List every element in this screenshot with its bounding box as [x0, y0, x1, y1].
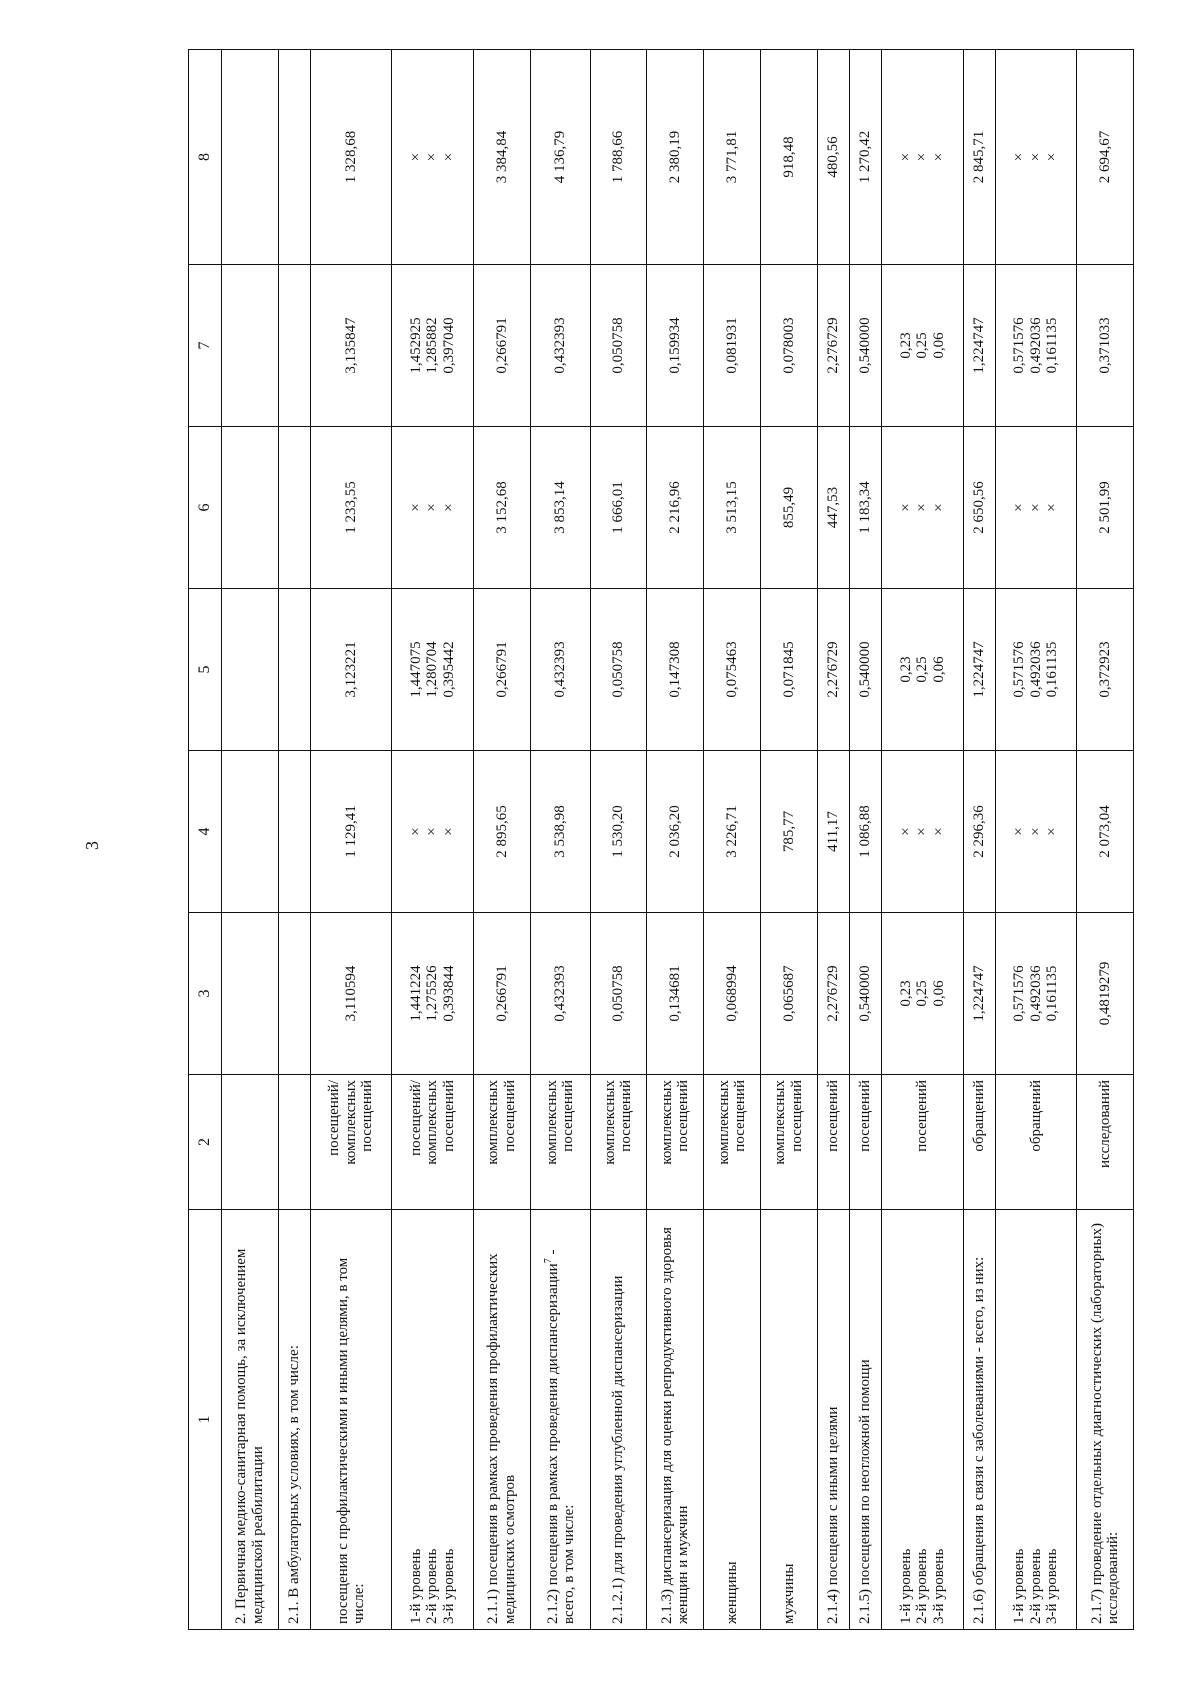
cell-col-5: 0,372923 [1077, 589, 1134, 751]
cell-col-4: 1 086,88 [849, 751, 881, 913]
table-row [530, 50, 590, 1630]
cell-col-3: 1,441224 1,275526 0,393844 [392, 913, 473, 1075]
cell-col-7 [222, 265, 279, 427]
cell-col-1: 2.1.3) диспансеризация для оценки репродуктивного здоровья женщин и мужчин [647, 1210, 704, 1630]
cell-col-5 [278, 589, 310, 751]
cell-col-7: 1,224747 [963, 265, 995, 427]
column-header-4: 4 [189, 751, 222, 913]
cell-col-1: 1-й уровень 2-й уровень 3-й уровень [392, 1210, 473, 1630]
cell-col-4: 785,77 [760, 751, 817, 913]
cell-col-7: 0,081931 [704, 265, 761, 427]
cell-col-5: 3,123221 [310, 589, 391, 751]
cell-col-8: 3 771,81 [704, 50, 761, 265]
data-table [188, 49, 1134, 1630]
cell-col-1: 2.1.2) посещения в рамках проведения диспансеризации$^7$ - всего, в том числе: [530, 1210, 590, 1630]
cell-col-8 [278, 50, 310, 265]
cell-col-6: × × × [995, 427, 1076, 589]
cell-col-1: мужчины [760, 1210, 817, 1630]
cell-col-7: 0,159934 [647, 265, 704, 427]
column-header-1: 1 [189, 1210, 222, 1630]
cell-col-2: обращений [963, 1075, 995, 1210]
cell-col-7: 0,266791 [473, 265, 530, 427]
column-header-6: 6 [189, 427, 222, 589]
cell-col-3: 0,266791 [473, 913, 530, 1075]
cell-col-6 [222, 427, 279, 589]
cell-col-6: 3 513,15 [704, 427, 761, 589]
cell-col-3 [222, 913, 279, 1075]
cell-col-6: × × × [882, 427, 963, 589]
footnote-marker: 7 [542, 1258, 554, 1264]
table-row [760, 50, 817, 1630]
cell-col-6: 1 666,01 [590, 427, 647, 589]
cell-col-7: 3,135847 [310, 265, 391, 427]
table-row [882, 50, 963, 1630]
cell-col-4: 411,17 [817, 751, 849, 913]
cell-col-8: × × × [882, 50, 963, 265]
column-header-8: 8 [189, 50, 222, 265]
cell-col-1: 2.1.6) обращения в связи с заболеваниями - всего, из них: [963, 1210, 995, 1630]
cell-col-7: 2,276729 [817, 265, 849, 427]
cell-col-8: 2 694,67 [1077, 50, 1134, 265]
table-row [963, 50, 995, 1630]
table-row [392, 50, 473, 1630]
table-row [473, 50, 530, 1630]
cell-col-1: 2.1.2.1) для проведения углубленной диспансеризации [590, 1210, 647, 1630]
header-row [189, 50, 222, 1630]
cell-col-8: 3 384,84 [473, 50, 530, 265]
cell-col-7: 0,371033 [1077, 265, 1134, 427]
cell-col-5: 0,071845 [760, 589, 817, 751]
cell-col-1: посещения с профилактическими и иными целями, в том числе: [310, 1210, 391, 1630]
cell-col-2: посещений/ комплексных посещений [392, 1075, 473, 1210]
table-row [310, 50, 391, 1630]
cell-col-3 [278, 913, 310, 1075]
column-header-3: 3 [189, 913, 222, 1075]
cell-col-2: исследований [1077, 1075, 1134, 1210]
cell-col-6: 2 650,56 [963, 427, 995, 589]
table-row [817, 50, 849, 1630]
cell-col-8: 1 328,68 [310, 50, 391, 265]
cell-col-2 [222, 1075, 279, 1210]
cell-col-3: 0,540000 [849, 913, 881, 1075]
table-row [995, 50, 1076, 1630]
cell-col-7: 1,452925 1,285882 0,397040 [392, 265, 473, 427]
cell-col-6: 2 501,99 [1077, 427, 1134, 589]
cell-col-2: посещений [849, 1075, 881, 1210]
cell-col-5: 0,075463 [704, 589, 761, 751]
cell-col-2: комплексных посещений [647, 1075, 704, 1210]
cell-col-1: женщины [704, 1210, 761, 1630]
table-row [704, 50, 761, 1630]
cell-col-5: 0,23 0,25 0,06 [882, 589, 963, 751]
cell-col-3: 0,050758 [590, 913, 647, 1075]
cell-col-5: 0,540000 [849, 589, 881, 751]
cell-col-1: 1-й уровень 2-й уровень 3-й уровень [882, 1210, 963, 1630]
cell-col-6: 1 233,55 [310, 427, 391, 589]
cell-col-3: 0,068994 [704, 913, 761, 1075]
cell-col-4: × × × [882, 751, 963, 913]
cell-col-7: 0,571576 0,492036 0,161135 [995, 265, 1076, 427]
cell-col-4: 2 073,04 [1077, 751, 1134, 913]
table-row [647, 50, 704, 1630]
cell-col-6: × × × [392, 427, 473, 589]
cell-col-4: × × × [392, 751, 473, 913]
rotated-table-container [188, 50, 1134, 1630]
cell-col-6 [278, 427, 310, 589]
cell-col-2: посещений [882, 1075, 963, 1210]
cell-col-8: 918,48 [760, 50, 817, 265]
cell-col-1: 2.1.4) посещения с иными целями [817, 1210, 849, 1630]
cell-col-4: 1 530,20 [590, 751, 647, 913]
cell-col-1: 1-й уровень 2-й уровень 3-й уровень [995, 1210, 1076, 1630]
cell-col-3: 2,276729 [817, 913, 849, 1075]
cell-col-3: 0,065687 [760, 913, 817, 1075]
cell-col-4: 3 538,98 [530, 751, 590, 913]
cell-col-8: 1 788,66 [590, 50, 647, 265]
cell-col-8: 2 380,19 [647, 50, 704, 265]
cell-col-3: 0,4819279 [1077, 913, 1134, 1075]
cell-col-5: 1,447075 1,280704 0,395442 [392, 589, 473, 751]
cell-col-8: × × × [995, 50, 1076, 265]
cell-col-2: комплексных посещений [760, 1075, 817, 1210]
cell-col-5: 2,276729 [817, 589, 849, 751]
cell-col-3: 0,134681 [647, 913, 704, 1075]
cell-col-5: 0,432393 [530, 589, 590, 751]
cell-col-4 [278, 751, 310, 913]
cell-col-1: 2.1.5) посещения по неотложной помощи [849, 1210, 881, 1630]
cell-col-3: 0,432393 [530, 913, 590, 1075]
cell-col-3: 0,23 0,25 0,06 [882, 913, 963, 1075]
cell-col-7 [278, 265, 310, 427]
cell-col-2: комплексных посещений [530, 1075, 590, 1210]
cell-col-6: 1 183,34 [849, 427, 881, 589]
cell-col-4 [222, 751, 279, 913]
cell-col-5: 0,147308 [647, 589, 704, 751]
cell-col-2: комплексных посещений [590, 1075, 647, 1210]
table-row [590, 50, 647, 1630]
cell-col-4: 1 129,41 [310, 751, 391, 913]
table-row [1077, 50, 1134, 1630]
cell-col-2: комплексных посещений [704, 1075, 761, 1210]
cell-col-6: 3 853,14 [530, 427, 590, 589]
cell-col-3: 0,571576 0,492036 0,161135 [995, 913, 1076, 1075]
cell-col-7: 0,050758 [590, 265, 647, 427]
cell-col-2 [278, 1075, 310, 1210]
cell-col-1: 2. Первичная медико-санитарная помощь, за исключением медицинской реабилитации [222, 1210, 279, 1630]
cell-col-1: 2.1.7) проведение отдельных диагностических (лабораторных) исследований: [1077, 1210, 1134, 1630]
cell-col-7: 0,23 0,25 0,06 [882, 265, 963, 427]
page-number: 3 [82, 841, 102, 850]
cell-col-5: 1,224747 [963, 589, 995, 751]
cell-col-4: × × × [995, 751, 1076, 913]
table-row [278, 50, 310, 1630]
column-header-7: 7 [189, 265, 222, 427]
cell-col-7: 0,078003 [760, 265, 817, 427]
cell-col-4: 3 226,71 [704, 751, 761, 913]
cell-col-6: 447,53 [817, 427, 849, 589]
cell-col-8 [222, 50, 279, 265]
cell-col-5: 0,571576 0,492036 0,161135 [995, 589, 1076, 751]
cell-col-8: × × × [392, 50, 473, 265]
cell-col-6: 2 216,96 [647, 427, 704, 589]
cell-col-4: 2 895,65 [473, 751, 530, 913]
cell-col-5: 0,266791 [473, 589, 530, 751]
cell-col-8: 480,56 [817, 50, 849, 265]
cell-col-1: 2.1. В амбулаторных условиях, в том числе: [278, 1210, 310, 1630]
cell-col-1: 2.1.1) посещения в рамках проведения профилактических медицинских осмотров [473, 1210, 530, 1630]
cell-col-2: комплексных посещений [473, 1075, 530, 1210]
cell-col-2: посещений [817, 1075, 849, 1210]
cell-col-3: 3,110594 [310, 913, 391, 1075]
cell-col-5 [222, 589, 279, 751]
cell-col-3: 1,224747 [963, 913, 995, 1075]
cell-col-6: 855,49 [760, 427, 817, 589]
cell-col-8: 4 136,79 [530, 50, 590, 265]
cell-col-2: обращений [995, 1075, 1076, 1210]
table-body [222, 50, 1134, 1630]
cell-col-8: 1 270,42 [849, 50, 881, 265]
table-row [222, 50, 279, 1630]
cell-col-2: посещений/ комплексных посещений [310, 1075, 391, 1210]
column-header-5: 5 [189, 589, 222, 751]
cell-col-5: 0,050758 [590, 589, 647, 751]
table-row [849, 50, 881, 1630]
cell-col-7: 0,432393 [530, 265, 590, 427]
cell-col-6: 3 152,68 [473, 427, 530, 589]
cell-col-7: 0,540000 [849, 265, 881, 427]
column-header-2: 2 [189, 1075, 222, 1210]
cell-col-4: 2 036,20 [647, 751, 704, 913]
cell-col-8: 2 845,71 [963, 50, 995, 265]
cell-col-4: 2 296,36 [963, 751, 995, 913]
